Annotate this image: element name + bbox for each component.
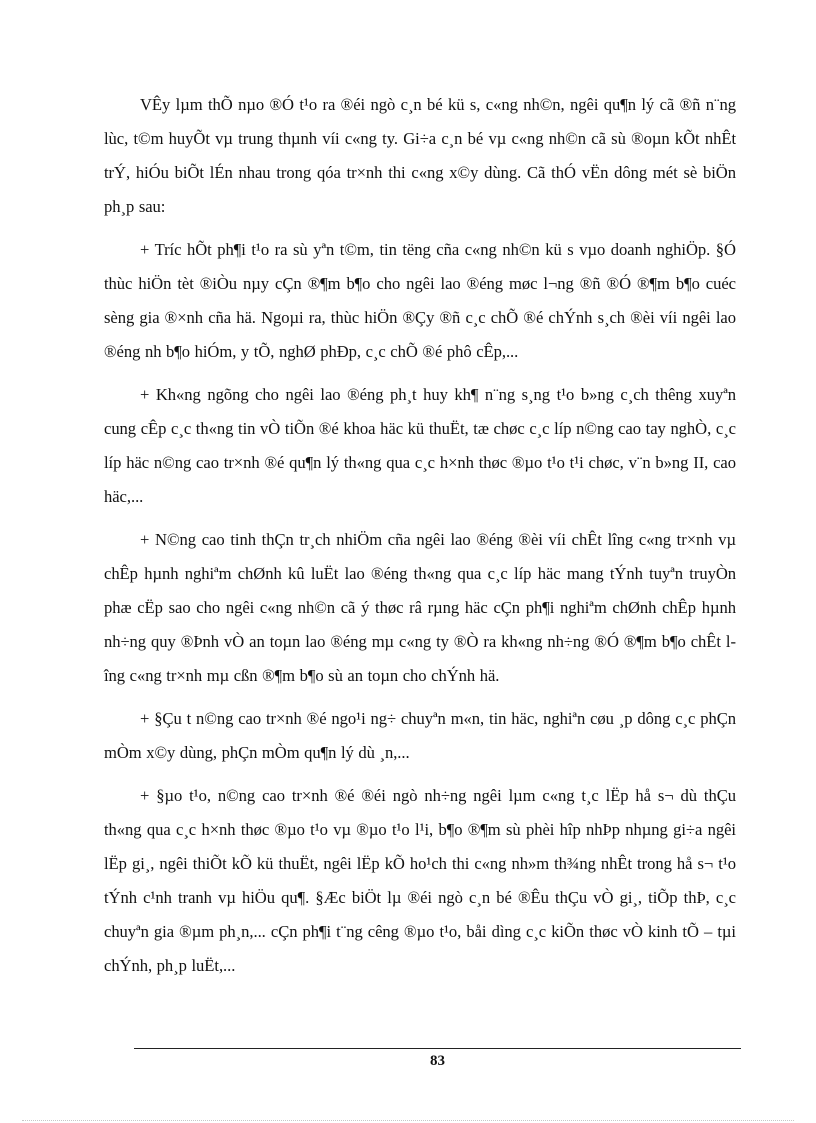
body-text [104,88,736,992]
paragraph-intro: VÊy lµm thÕ nµo ®Ó t¹o ra ®éi ngò c¸n bé kü s, c«ng nh©n, ngêi qu¶n lý cã ®ñ n¨ng lùc, t©m huyÕt vµ trung thµnh víi c«ng ty. Gi÷a c¸n bé vµ c«ng nh©n cã sù ®oµn kÕt nhÊt trÝ, hiÓu biÕt lÉn nhau trong qóa tr×nh thi c«ng x©y dùng. Cã thÓ vËn dông mét sè biÖn ph¸p sau: [104,95,736,216]
paragraph-creativity: + Kh«ng ngõng cho ngêi lao ®éng ph¸t huy kh¶ n¨ng s¸ng t¹o b»ng c¸ch thêng xuyªn cung cÊp c¸c th«ng tin vÒ tiÕn ®é khoa häc kü thuËt, tæ chøc c¸c líp n©ng cao tay nghÒ, c¸c líp häc n©ng cao tr×nh ®é qu¶n lý th«ng qua c¸c h×nh thøc ®µo t¹o t¹i chøc, v¨n b»ng II, cao häc,... [104,385,736,506]
paragraph-bidding-training: + §µo t¹o, n©ng cao tr×nh ®é ®éi ngò nh÷ng ngêi lµm c«ng t¸c lËp hå s¬ dù thÇu th«ng qua c¸c h×nh thøc ®µo t¹o vµ ®µo t¹o l¹i, b¶o ®¶m sù phèi hîp nhÞp nhµng gi÷a ngêi lËp gi¸, ngêi thiÕt kÕ kü thuËt, ngêi lËp kÕ ho¹ch thi c«ng nh»m th¾ng nhÊt trong hå s¬ t¹o tÝnh c¹nh tranh vµ hiÖu qu¶. §Æc biÖt lµ ®éi ngò c¸n bé ®Êu thÇu vÒ gi¸, tiÕp thÞ, c¸c chuyªn gia ®µm ph¸n,... cÇn ph¶i t¨ng cêng ®µo t¹o, båi dìng c¸c kiÕn thøc vÒ kinh tÕ – tµi chÝnh, ph¸p luËt,... [104,786,736,975]
paragraph-job-security: + Tríc hÕt ph¶i t¹o ra sù yªn t©m, tin tëng cña c«ng nh©n kü s vµo doanh nghiÖp. §Ó thùc hiÖn tèt ®iÒu nµy cÇn ®¶m b¶o cho ngêi lao ®éng møc l¬ng ®ñ ®Ó ®¶m b¶o cuéc sèng gia ®×nh cña hä. Ngoµi ra, thùc hiÖn ®Çy ®ñ c¸c chÕ ®é chÝnh s¸ch ®èi víi ngêi lao ®éng nh b¶o hiÓm, y tÕ, nghØ phÐp, c¸c chÕ ®é phô cÊp,... [104,240,736,361]
paragraph-responsibility: + N©ng cao tinh thÇn tr¸ch nhiÖm cña ngêi lao ®éng ®èi víi chÊt lîng c«ng tr×nh vµ chÊp hµnh nghiªm chØnh kû luËt lao ®éng th«ng qua c¸c líp häc mang tÝnh tuyªn truyÒn phæ cËp sao cho ngêi c«ng nh©n cã ý thøc râ rµng häc cÇn ph¶i nghiªm chØnh chÊp hµnh nh÷ng quy ®Þnh vÒ an toµn lao ®éng mµ c«ng ty ®Ò ra kh«ng nh÷ng ®Ó ®¶m b¶o chÊt lîng c«ng tr×nh mµ cßn ®¶m b¶o sù an toµn cho chÝnh hä. [104,530,736,685]
page-bottom-edge [22,1120,794,1121]
footer-rule [134,1048,741,1049]
paragraph-language-training: + §Çu t n©ng cao tr×nh ®é ngo¹i ng÷ chuyªn m«n, tin häc, nghiªn cøu ¸p dông c¸c phÇn mÒm x©y dùng, phÇn mÒm qu¶n lý dù ¸n,... [104,709,736,762]
page-number: 83 [430,1053,445,1069]
